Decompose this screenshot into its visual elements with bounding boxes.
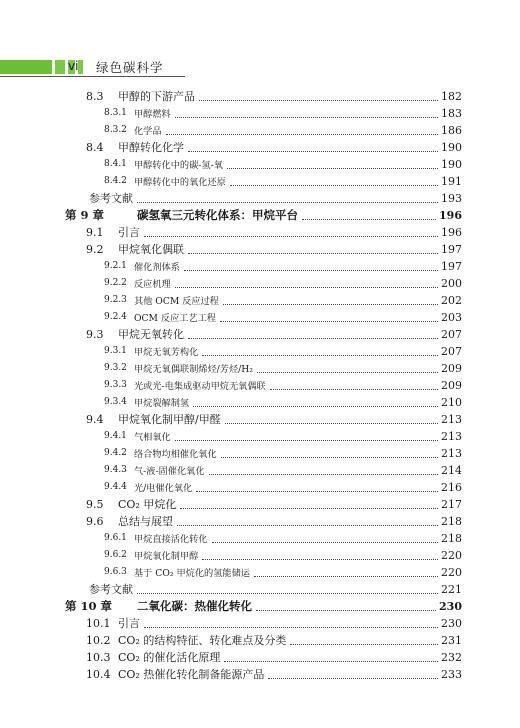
toc-entry <box>0 190 462 206</box>
toc-entry-number: 9.4.3 <box>104 465 127 475</box>
toc-entry <box>0 224 462 240</box>
toc-entry-number: 9.5 <box>86 497 104 511</box>
toc-entry-page: 191 <box>441 174 462 188</box>
toc-entry <box>0 88 462 104</box>
toc-entry-number: 8.3 <box>86 89 104 103</box>
toc-entry-page: 218 <box>441 514 462 528</box>
toc-entry <box>0 411 462 427</box>
toc-entry-title: 催化剂体系 <box>134 262 180 273</box>
toc-entry-number: 9.2.3 <box>104 295 127 305</box>
dot-leader <box>209 465 438 475</box>
toc-entry-title: 参考文献 <box>89 583 133 596</box>
toc-entry <box>0 598 462 614</box>
dot-leader <box>188 329 438 339</box>
toc-entry-title: 气相氧化 <box>134 432 171 443</box>
toc-entry-title: CO₂ 的催化活化原理 <box>118 651 221 664</box>
dot-leader <box>227 159 438 169</box>
toc-entry-page: 190 <box>441 157 462 171</box>
toc-entry-number: 第 10 章 <box>65 599 113 613</box>
dot-leader <box>175 108 438 118</box>
toc-entry <box>0 241 462 257</box>
toc-entry-number: 10.4 <box>86 667 111 681</box>
toc-entry-number: 9.1 <box>86 225 104 239</box>
toc-entry-title: 引言 <box>118 226 140 239</box>
toc-entry <box>0 615 462 631</box>
dot-leader <box>212 533 439 543</box>
toc-entry-number: 10.1 <box>86 616 111 630</box>
toc-entry <box>0 445 462 461</box>
toc-entry-number: 9.6 <box>86 514 104 528</box>
toc-entry <box>0 496 462 512</box>
toc-entry-title: 甲烷氧化偶联 <box>118 243 184 256</box>
toc-entry-number: 9.3.2 <box>104 363 127 373</box>
toc-entry-page: 197 <box>441 242 462 256</box>
toc-entry-page: 218 <box>441 531 462 545</box>
toc-entry-number: 8.3.1 <box>104 108 127 118</box>
dot-leader <box>268 669 438 679</box>
dot-leader <box>225 414 438 424</box>
accent-bar <box>0 60 52 74</box>
toc-entry-number: 9.2.4 <box>104 312 127 322</box>
toc-entry-number: 9.3.3 <box>104 380 127 390</box>
toc-entry-page: 213 <box>441 446 462 460</box>
toc-entry <box>0 564 462 580</box>
toc-entry <box>0 394 462 410</box>
toc-entry-page: 182 <box>441 89 462 103</box>
dot-leader <box>166 125 438 135</box>
toc-entry <box>0 258 462 274</box>
toc-entry-title: 光/电催化氧化 <box>134 483 193 494</box>
toc-entry-number: 9.4.2 <box>104 448 127 458</box>
toc-entry-page: 230 <box>439 599 462 613</box>
toc-entry-number: 9.2.1 <box>104 261 127 271</box>
dot-leader <box>193 397 438 407</box>
dot-leader <box>220 312 438 322</box>
dot-leader <box>196 482 438 492</box>
toc-entry <box>0 275 462 291</box>
toc-entry-page: 209 <box>441 378 462 392</box>
toc-entry-page: 207 <box>441 327 462 341</box>
dot-leader <box>254 567 438 577</box>
toc-entry-page: 203 <box>441 310 462 324</box>
toc-entry-title: 化学品 <box>134 126 162 137</box>
toc-entry-title: 甲烷直接活化转化 <box>134 534 208 545</box>
toc-entry-title: 甲烷无氧偶联制烯烃/芳烃/H₂ <box>134 364 253 375</box>
toc-entry-page: 221 <box>441 582 462 596</box>
toc-entry-number: 9.3.1 <box>104 346 127 356</box>
toc-entry <box>0 547 462 563</box>
toc-entry-title: CO₂ 热催化转化制备能源产品 <box>118 668 265 681</box>
toc-entry-number: 8.4.2 <box>104 176 127 186</box>
toc-entry-page: 193 <box>441 191 462 205</box>
toc-entry-number: 9.6.1 <box>104 533 127 543</box>
toc-entry-page: 230 <box>441 616 462 630</box>
toc-entry <box>0 292 462 308</box>
toc-entry-page: 210 <box>441 395 462 409</box>
toc-entry-page: 186 <box>441 123 462 137</box>
dot-leader <box>256 601 436 611</box>
dot-leader <box>180 499 438 509</box>
toc-entry-title: 其他 OCM 反应过程 <box>134 296 219 307</box>
toc-entry-title: CO₂ 的结构特征、转化难点及分类 <box>118 634 287 647</box>
toc-entry-number: 9.3.4 <box>104 397 127 407</box>
toc-entry <box>0 343 462 359</box>
toc-entry-page: 213 <box>441 429 462 443</box>
accent-bar <box>55 60 65 74</box>
toc-entry-title: 基于 CO₂ 甲烷化的氢能储运 <box>134 568 250 579</box>
toc-entry-number: 8.4 <box>86 140 104 154</box>
toc-entry <box>0 377 462 393</box>
toc-entry <box>0 530 462 546</box>
toc-entry-page: 202 <box>441 293 462 307</box>
dot-leader <box>290 635 438 645</box>
dot-leader <box>202 550 438 560</box>
toc-entry-page: 217 <box>441 497 462 511</box>
toc-entry-page: 183 <box>441 106 462 120</box>
toc-entry-title: 碳氢氧三元转化体系：甲烷平台 <box>137 208 298 222</box>
dot-leader <box>175 431 438 441</box>
toc-entry-title: 甲醇的下游产品 <box>118 90 195 103</box>
toc-entry <box>0 105 462 121</box>
toc-entry <box>0 666 462 682</box>
toc-entry-number: 9.4.1 <box>104 431 127 441</box>
toc-entry-title: 参考文献 <box>89 192 133 205</box>
toc-entry <box>0 462 462 478</box>
toc-entry-number: 9.6.3 <box>104 567 127 577</box>
dot-leader <box>230 176 438 186</box>
dot-leader <box>188 244 438 254</box>
toc-entry-number: 9.4.4 <box>104 482 127 492</box>
toc-entry-title: 引言 <box>118 617 140 630</box>
dot-leader <box>177 516 438 526</box>
toc-entry-page: 196 <box>439 208 462 222</box>
toc-entry-title: CO₂ 甲烷化 <box>118 498 177 511</box>
toc-entry-number: 10.3 <box>86 650 111 664</box>
dot-leader <box>270 380 438 390</box>
toc-entry <box>0 173 462 189</box>
toc-entry-title: 甲烷氧化制甲醇 <box>134 551 199 562</box>
toc-entry-title: 甲醇转化化学 <box>118 141 184 154</box>
toc-entry-page: 216 <box>441 480 462 494</box>
toc-entry-page: 200 <box>441 276 462 290</box>
toc-entry-title: 络合物均相催化氧化 <box>134 449 217 460</box>
dot-leader <box>302 210 436 220</box>
toc-entry-page: 220 <box>441 548 462 562</box>
toc-entry-title: 光或光-电集成驱动甲烷无氧偶联 <box>134 381 266 392</box>
toc-entry <box>0 326 462 342</box>
toc-entry <box>0 479 462 495</box>
toc-entry-page: 233 <box>441 667 462 681</box>
toc-entry-page: 207 <box>441 344 462 358</box>
dot-leader <box>144 227 438 237</box>
toc-entry-page: 197 <box>441 259 462 273</box>
dot-leader <box>144 618 438 628</box>
accent-bar <box>78 60 83 74</box>
toc-entry-number: 9.3 <box>86 327 104 341</box>
toc-entry <box>0 649 462 665</box>
toc-entry-page: 220 <box>441 565 462 579</box>
toc-entry <box>0 156 462 172</box>
toc-entry-page: 214 <box>441 463 462 477</box>
toc-entry-page: 231 <box>441 633 462 647</box>
dot-leader <box>199 91 438 101</box>
toc-entry-title: 甲烷无氧转化 <box>118 328 184 341</box>
running-book-title: 绿色碳科学 <box>96 60 164 75</box>
toc-entry-title: 甲醇燃料 <box>134 109 171 120</box>
toc-entry-number: 9.6.2 <box>104 550 127 560</box>
toc-entry-page: 196 <box>441 225 462 239</box>
toc-entry-page: 213 <box>441 412 462 426</box>
dot-leader <box>188 142 438 152</box>
toc-entry <box>0 513 462 529</box>
dot-leader <box>224 652 438 662</box>
toc-entry-title: 甲烷氧化制甲醇/甲醛 <box>118 413 221 426</box>
toc-entry <box>0 207 462 223</box>
toc-entry-title: 反应机理 <box>134 279 171 290</box>
page-number-label: vi <box>68 59 79 73</box>
toc-entry-title: 甲烷无氧芳构化 <box>134 347 199 358</box>
toc-entry-number: 9.2.2 <box>104 278 127 288</box>
toc-entry-number: 9.2 <box>86 242 104 256</box>
dot-leader <box>202 346 438 356</box>
toc-entry-page: 209 <box>441 361 462 375</box>
toc-entry <box>0 632 462 648</box>
toc-entry-title: 二氧化碳：热催化转化 <box>137 599 252 613</box>
dot-leader <box>184 261 438 271</box>
dot-leader <box>223 295 438 305</box>
dot-leader <box>257 363 438 373</box>
toc-entry-title: 气-液-固催化氧化 <box>134 466 205 477</box>
toc-entry-title: 总结与展望 <box>118 515 173 528</box>
dot-leader <box>221 448 438 458</box>
toc-entry-title: 甲醇转化中的氧化还原 <box>134 177 226 188</box>
page-header <box>0 56 520 78</box>
toc-entry-title: 甲醇转化中的碳-氢-氧 <box>134 160 223 171</box>
toc-entry-number: 8.4.1 <box>104 159 127 169</box>
toc-entry-number: 8.3.2 <box>104 125 127 135</box>
toc-entry <box>0 428 462 444</box>
toc-entry-title: 甲烷裂解制氢 <box>134 398 190 409</box>
toc-entry-page: 232 <box>441 650 462 664</box>
toc-entry-number: 9.4 <box>86 412 104 426</box>
toc-entry <box>0 122 462 138</box>
toc-entry <box>0 309 462 325</box>
header-rule <box>0 76 185 77</box>
toc-entry-number: 10.2 <box>86 633 111 647</box>
toc-entry-page: 190 <box>441 140 462 154</box>
toc-entry-number: 第 9 章 <box>65 208 105 222</box>
toc-entry <box>0 581 462 597</box>
dot-leader <box>175 278 438 288</box>
dot-leader <box>137 584 438 594</box>
toc-entry <box>0 360 462 376</box>
toc-entry-title: OCM 反应工艺工程 <box>134 313 217 324</box>
dot-leader <box>137 193 438 203</box>
toc-entry <box>0 139 462 155</box>
